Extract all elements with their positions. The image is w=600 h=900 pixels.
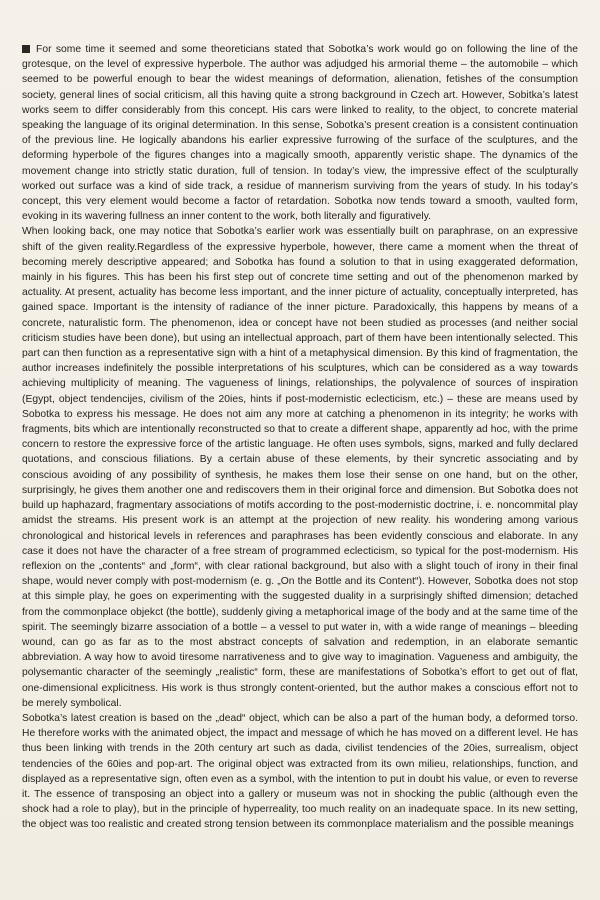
paragraph-2: When looking back, one may notice that Sobotka’s earlier work was essentially built on paraphrase, on an expressive shift of the given reality.Regardless of the expressive hyperbole, however, there came a moment when the threat of becoming merely descriptive appeared; and Sobotka has found a solution to that in using exaggerated deformation, mainly in his figures. This has been his first step out of concrete time setting and out of the phenomenon marked by actuality. At present, actuality has become less important, and the inner picture of actuality, conceptually interpreted, has gained space. Important is the intensity of radiance of the inner picture. Paradoxically, this happens by means of a concrete, naturalistic form. The phenomenon, idea or concept have not been studied as processes (and neither social criticism studies have been done), but using an intellectual approach, part of them have been intentionally selected. This part can then function as a representative sign with a hint of a metaphysical dimension. By this kind of fragmentation, the author increases indefinitely the possible interpretations of his sculptures, which can be considered as a way towards achieving multiplicity of meaning. The vagueness of linings, relationships, the polyvalence of sources of inspiration (Egypt, object tendencijes, civilism of the 20ies, hints if post-modernistic eclecticism, etc.) – these are means used by Sobotka to express his message. He does not aim any more at catching a phenomenon in its integrity; he works with fragments, bits which are intentionally reconstructed so that to create a different shape, apparently ad hoc, with the prime concern to restore the expressive force of the artistic language. He often uses symbols, signs, marked and fully declared quotations, and conscious filiations. By a certain abuse of these elements, by their syncretic associating and by conscious avoiding of any possibility of synthesis, he makes them lose their sense on one hand, but on the other, surprisingly, he gives them another one and rediscovers them in their original force and dimension. But Sobotka does not build up haphazard, fragmentary associations of motifs according to the post-modernistic doctrine, i. e. noncommital play amidst the streams. His present work is an attempt at the projection of new reality. his wondering among various chronological and historical levels in references and paraphrases has been evidently conscious and elaborate. In any case it does not have the character of a free stream of programmed eclecticism, so typical for the post-modernism. His reflexion on the „contents“ and „form“, with clear rational background, but also with a slight touch of irony in their final shape, would never comply with post-modernism (e. g. „On the Bottle and its Content“). However, Sobotka does not stop at this simple play, he goes on experimenting with the suggested duality in a surprisingly shifted dimension; detached from the commonplace objekct (the bottle), suddenly giving a metaphorical image of the body and at the same time of the spirit. The seemingly bizarre association of a bottle – a vessel to put water in, with a wide range of meanings – bleeding wound, can go as far as to the most abstract concepts of salvation and redemption, in an elaborate semantic abbreviation. A way how to avoid tiresome narrativeness and to give way to imagination. Vagueness and ambiguity, the polysemantic character of the seemingly „realistic“ form, these are manifestations of Sobotka’s effort to get out of flat, one-dimensional explicitness. His work is thus strongly content-oriented, but the author makes a conscious effort not to be merely symbolical. bbox=[22, 226, 578, 709]
square-bullet-icon bbox=[22, 45, 30, 53]
paragraph-1-text: For some time it seemed and some theoreticians stated that Sobotka’s work would go on following the line of the grotesque, on the level of expressive hyperbole. The author was adjudged his armorial theme – the automobile – which seemed to be powerful enough to bear the widest meanings of deformation, alienation, fetishes of the consumption society, general lines of social criticism, all this having quite a strong background in Czech art. However, Sobitka’s latest works seem to differ considerably from this concept. His cars were linked to reality, to the object, to concrete material speaking the language of its original determination. In this sense, Sobotka’s present creation is a consistent continuation of the previous line. He logically abandons his earlier expressive furrowing of the surface of the sculptures, and the deforming hyperbole of the figures changes into a magically smooth, apparently veristic shape. The dynamics of the movement change into strictly static duration, full of tension. In today’s view, the impressive effect of the sculpturally worked out surface was a kind of side track, a residue of mannerism surviving from the years of study. In his today’s concept, this very element would become a factor of retardation. Sobotka now tends toward a smooth, vaulted form, evoking in its wavering fullness an inner content to the work, both literally and figuratively. bbox=[22, 44, 578, 223]
article-body bbox=[22, 42, 578, 833]
paragraph-1 bbox=[22, 42, 578, 224]
paragraph-3: Sobotka’s latest creation is based on the „dead“ object, which can be also a part of the human body, a deformed torso. He therefore works with the animated object, the impact and message of which he has moved on a different level. He has thus been linking with trends in the 20th century art such as dada, civilist tendencies of the 20ies, surrealism, object tendencies of the 60ies and pop-art. The original object was extracted from its own milieu, relationships, function, and displayed as a representative sign, often even as a symbol, with the intention to put in doubt his value, or even to reverse it. The essence of transposing an object into a gallery or museum was not in shocking the public (although even the shock had a role to play), but in the principle of hyperreality, too much reality on an inadequate space. In its new setting, the object was too realistic and created strong tension between its commonplace materialism and the possible meanings bbox=[22, 712, 578, 831]
